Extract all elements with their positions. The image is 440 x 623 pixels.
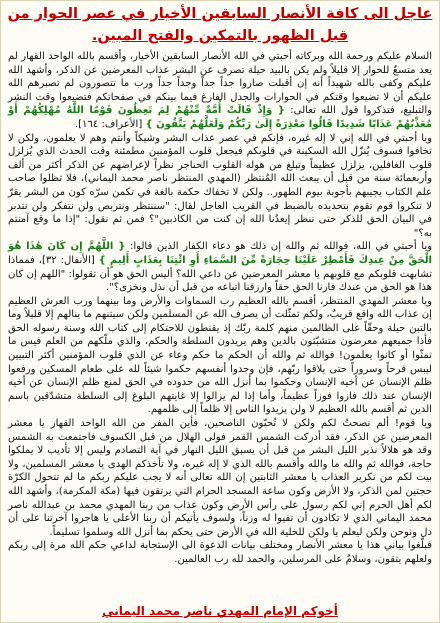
signature: أخوكم الإمام المهدي ناصر محمد اليماني	[102, 604, 338, 618]
paragraph-1: السلام عليكم ورحمة الله وبركاته أحبتي في الله الأنصار السابقين الأخيار، وأقسم بالله الواحد القهار لم يعد متسعٌ للحوار إلا قليلاً ولم يكن بالبيد حيلة تصرف عن البشر عذاب المعرضين عن الذكر، وأشهد الله عليكم وكفى بالله شهيداً أنه إن أقبلت صاروا جداً جداً وجداً جداً ورب ما تتصورون لم تصبرهم الله عليكم أن لا تضيعوا وقتكم في الحوارات والجدل الفارغ فيما بينكم في صفحاتكم فتضيعوا وقت النشر والتبليغ، فتذكروا قول الله تعالى: { وَإِذْ قَالَتْ أُمَّةٌ مِّنْهُمْ لِمَ تَعِظُونَ قَوْمًا اللَّهُ مُهْلِكُهُمْ أَوْ مُعَذِّبُهُمْ عَذَابًا شَدِيدًا قَالُوا مَعْذِرَةً إِلَىٰ رَبِّكُمْ وَلَعَلَّهُمْ يَتَّقُونَ } [الأعراف: ١٦٤].	[8, 51, 432, 130]
paragraph-4: ويا معشر المهدي المنتظر، أقسم بالله العظيم رب السماوات والأرض وما بينهما ورب العرش العظيم إن عذاب الله واقع قريبٌ، ولكم تمثّلت أن يصرف الله عن المسلمين ولكن سيتنهم ما ينالهم إلا قليلاً وما بالتبن حيلة وحقّاً على الظالمين منهم كلمة ربّك إذ يقنطون للاحتكام إلى كتاب الله وسنة رسوله الحق فأذا جميعهم معرضون متشبّثون بالدين وهم يريدون السلطة والحكم، والذي ملّكهم من العلم فيس ما تمثّوا أو كانوا يعلمون! فوالله ثم والله أن الحكم ما حكم وعاء عن الذي قلوب المؤمنين أكثر التبيين ليبس فرحاً وسروراً حتى يلاقوا ربّهم، فإن وجدوا أنفسهم حكموا شيئاً لله على طعام المسكين ورفعوا ظلم الإنسان عن أخيه الإنسان وحكموا بما أنزل الله من حدوده في الحق لمنع ظلم الإنسان عن أخيه الإنسان عند ذلك فازوا فوزاً عظيماً، وأما إذا لم يزالوا إلا غايتهم البلوغ إلى السلطة متشدّقين باسم الدين ثم أقسم بالله العظيم لا ولن يزيدوا الناس إلا ظلماً إلى ظلمهم.	[8, 295, 432, 416]
page-title: عاجل الى كافة الأنصار السابقين الأخيار في عصر الحوار من قبل الظهور بالتمكين والفتح المبين.	[7, 6, 433, 44]
quran-quote: { اللَّهُمَّ إِن كَانَ هَٰذَا هُوَ الْحَقَّ مِنْ عِندِكَ فَأَمْطِرْ عَلَيْنَا حِجَارَةً مِّنَ السَّمَاءِ أَوِ ائْتِنَا بِعَذَابٍ أَلِيمٍ }	[8, 241, 432, 266]
verse-reference: [الأنفال: ٣٢]، فمماذا تشابهت قلوبكم مع قلوبهم يا معشر المعرضين عن داعي الله؟ أليس الحق هو أن تقولوا: "اللهم إن كان هذا هو الحق من عندك فارنا الحق حقاً وارزقنا اتباعه من قبل أن نذل ونخزى؟".	[8, 254, 432, 294]
document-body	[1, 47, 439, 567]
paragraph-3: ويا أحبتي في الله، فوالله ثم والله إن ذلك هو دعاء الكفار الذين قالوا: { اللَّهُمَّ إِن كَانَ هَٰذَا هُوَ الْحَقَّ مِنْ عِندِكَ فَأَمْطِرْ عَلَيْنَا حِجَارَةً مِّنَ السَّمَاءِ أَوِ ائْتِنَا بِعَذَابٍ أَلِيمٍ } [الأنفال: ٣٢]، فمماذا تشابهت قلوبكم مع قلوبهم يا معشر المعرضين عن داعي الله؟ أليس الحق هو أن تقولوا: "اللهم إن كان هذا هو الحق من عندك فارنا الحق حقاً وارزقنا اتباعه من قبل أن نذل ونخزى؟".	[8, 241, 433, 294]
paragraph-6: فبلّغوا بياني هذا يا معشر الأنصار ومختلف بيانات الدعوة الى الإستجابة لداعي حكم الله مرة إلى ربكم ولعلهم يتقون، وسلامٌ على المرسلين، والحمد لله رب العالمين.	[8, 540, 432, 565]
paragraph-2: ويا أحبتي في الله إني لا إله غيره، فإنكم في عصر عذاب البشر وشيكاً وأنتم وهم لا يعلمون، ولكن لا تخافوا فسوف يُنزّل الله السكينة في قلوبكم فيجعل قلوب المؤمنين مطمئنة وقت الحدث الذي يُزلزل قلوب الغافلين، يزلزل عظيماً وتبلغ من هوله القلوب الحناجر نظراً لإعراضهم عن الذكر أكثر من ألف وأربعمائة سنة من قبل أن يبعث الله المُنتظر (المهدي المنتظر ناصر محمد اليماني)، فلا تظلوا صاحب علم الكتاب يجيبهم بأجوبة بيوم الطهور.. ولكن لا تخفاك حكمة بالغة في تكمن سرّه كون من البشر يقرّ لا تنكروا قوم تقوم بتحديده بالضبط في القريب العاجل لقال: "سننتظر ونتربص ولن نتفكر ولن نتدبر في البيان الحق للذكر حتى ننظر إيعدُنا الله إن كنت من الكاذبين"؟ فمن ثم نقول: "إذا ما وقع آمنتم به؟"	[8, 132, 432, 239]
quran-quote: { وَإِذْ قَالَتْ أُمَّةٌ مِّنْهُمْ لِمَ تَعِظُونَ قَوْمًا اللَّهُ مُهْلِكُهُمْ أَوْ مُعَذِّبُهُمْ عَذَابًا شَدِيدًا قَالُوا مَعْذِرَةً إِلَىٰ رَبِّكُمْ وَلَعَلَّهُمْ يَتَّقُونَ }	[8, 105, 432, 130]
verse-reference: [الأعراف: ١٦٤].	[74, 118, 146, 130]
paragraph-5: ويا قوم! ألم نصحتُ لكم ولكن لا تُحبّون الناصحين، فأين المفر من الله الواحد القهار يا معشر المعرضين عن الذكر، فقد أدركت الشمس القمر فولى الهلال من قبل الكسوف فاجتمعت به الشمس وقد هو هلالاً نذير الليل البشر من قبل أن يسبق الليل النهار في آية التصادم وليس إلا تأديب لا يملكوا حاجة، فوالله ثم والله ما والله وأقسم بالله الذي لا إله غيره، ولا تأخذكم الهدى يا معشر المسلمين، ولا بيت لكم من تكرير العذاب يا معشر الثابتين إن الله تعالى أنه لا يجب عليكم ربكم ما لم تتحول الكرّة حجتين لمن الذكر، ولا الأرض وكون ساعة المسجد الحرام التي يرتقون فيها (مكة المكرمة)، وأشهد الله لكم أهل الحرم إني لكم رسول على رأس الأرض وكون عذاب من ربنا المهدي محمد بن عبدالله ناصر محمد اليماني الذي لا تكادون أن تفيوا له وزناً، ولسوف يأتيكم أن ربنا الأعلى يا هاجروا آخرتنا على أن دل ونوحن ولكن ليعلم يا ولكن للخلية الله في الأرض حتى يحكم بما أنزل الله وسلموا تسليماً.	[8, 418, 432, 538]
